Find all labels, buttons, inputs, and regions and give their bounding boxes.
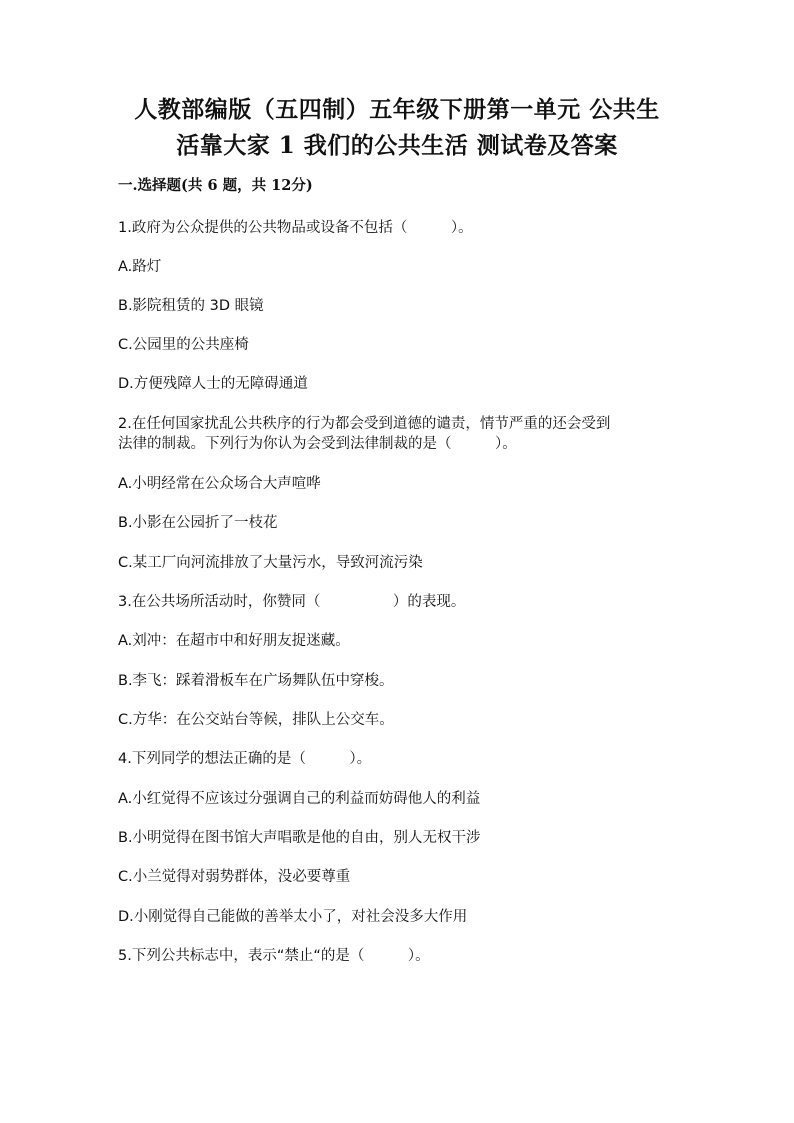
document-title-line-2: 活靠大家 1 我们的公共生活 测试卷及答案 <box>176 132 618 159</box>
question-1-option-b: B.影院租赁的 3D 眼镜 <box>118 298 264 314</box>
question-3-option-a: A.刘冲：在超市中和好朋友捉迷藏。 <box>118 633 350 649</box>
question-2-stem-line-2: 法律的制裁。下列行为你认为会受到法律制裁的是（ ）。 <box>118 436 517 452</box>
question-4-option-d: D.小刚觉得自己能做的善举太小了，对社会没多大作用 <box>118 909 468 925</box>
question-4-option-c: C.小兰觉得对弱势群体，没必要尊重 <box>118 869 351 885</box>
question-2-option-b: B.小影在公园折了一枝花 <box>118 515 278 531</box>
question-3-option-b: B.李飞：踩着滑板车在广场舞队伍中穿梭。 <box>118 673 394 689</box>
document-title-line-1: 人教部编版（五四制）五年级下册第一单元 公共生 <box>134 96 660 123</box>
question-2-stem-line-1: 2.在任何国家扰乱公共秩序的行为都会受到道德的谴责，情节严重的还会受到 <box>118 416 611 432</box>
section-heading: 一.选择题(共 6 题，共 12分) <box>118 177 313 194</box>
question-4-option-b: B.小明觉得在图书馆大声唱歌是他的自由，别人无权干涉 <box>118 830 481 846</box>
question-3-stem: 3.在公共场所活动时，你赞同（ ）的表现。 <box>118 594 466 610</box>
question-1-option-d: D.方便残障人士的无障碍通道 <box>118 376 308 392</box>
question-4-option-a: A.小红觉得不应该过分强调自己的利益而妨碍他人的利益 <box>118 791 481 807</box>
question-2-option-a: A.小明经常在公众场合大声喧哗 <box>118 476 321 492</box>
question-1-option-a: A.路灯 <box>118 259 162 275</box>
question-1-option-c: C.公园里的公共座椅 <box>118 337 249 353</box>
question-1-stem: 1.政府为公众提供的公共物品或设备不包括（ ）。 <box>118 220 473 236</box>
question-5-stem: 5.下列公共标志中，表示“禁止“的是（ ）。 <box>118 948 430 964</box>
question-3-option-c: C.方华：在公交站台等候，排队上公交车。 <box>118 712 394 728</box>
question-4-stem: 4.下列同学的想法正确的是（ ）。 <box>118 751 372 767</box>
question-2-option-c: C.某工厂向河流排放了大量污水，导致河流污染 <box>118 555 423 571</box>
